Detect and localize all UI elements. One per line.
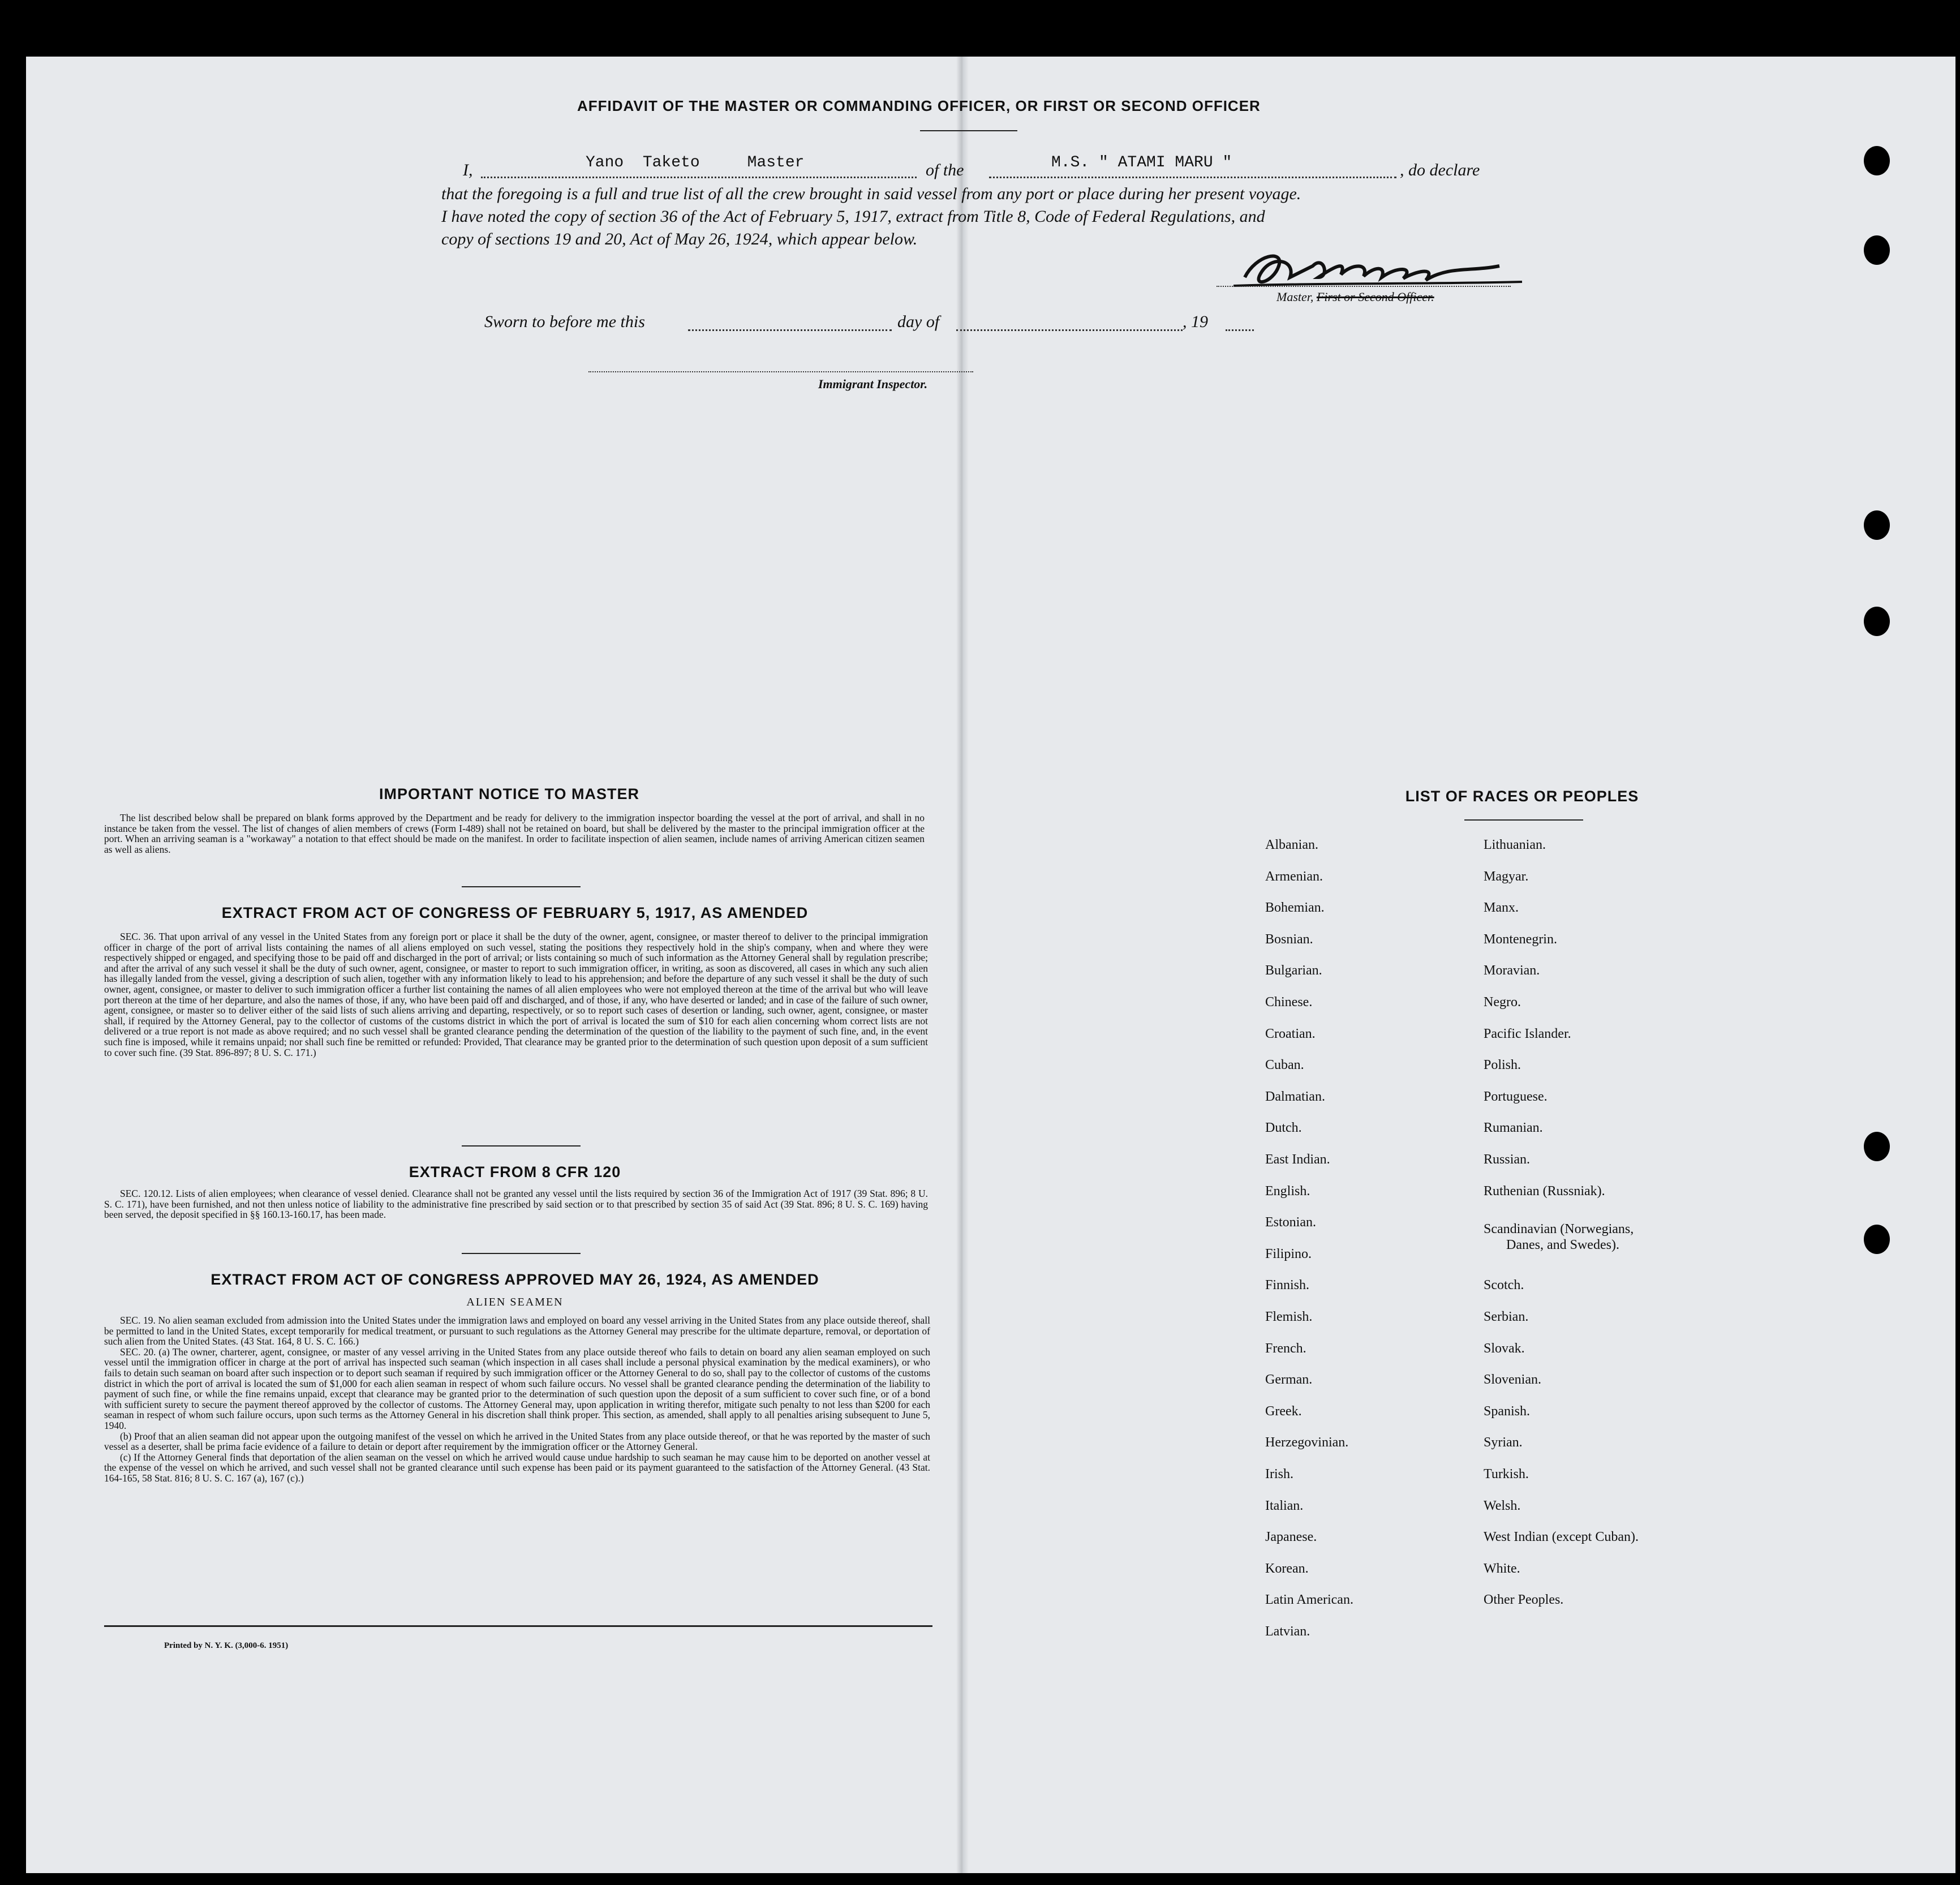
declaration-line-3: I have noted the copy of section 36 of the Act of February 5, 1917, extract from Title 8, Code of Federal Regulations, and: [441, 207, 1265, 226]
master-name-field: Yano Taketo Master: [586, 154, 805, 171]
race-item: Italian.: [1265, 1498, 1304, 1513]
race-item: Rumanian.: [1484, 1120, 1543, 1136]
sec-20c: (c) If the Attorney General finds that deportation of the alien seaman on the vessel on which he arrived would cause undue hardship to such seaman he may cause him to be deported on another vessel at the expense of the vessel on which he arrived, and such vessel shall not be granted clearance until such expense has been paid or its payment guaranteed to the satisfaction of the Attorney General. (43 Stat. 164-165, 58 Stat. 816; 8 U. S. C. 167 (a), 167 (c).): [104, 1451, 930, 1484]
do-declare-label: , do declare: [1400, 161, 1480, 179]
extract-1917-title: EXTRACT FROM ACT OF CONGRESS OF FEBRUARY 5, 1917, AS AMENDED: [221, 904, 809, 921]
extract-cfr-title: EXTRACT FROM 8 CFR 120: [409, 1163, 621, 1180]
race-item: Serbian.: [1484, 1309, 1529, 1324]
alien-seamen-subtitle: ALIEN SEAMEN: [466, 1296, 564, 1308]
race-item: Magyar.: [1484, 869, 1529, 884]
race-item: Flemish.: [1265, 1309, 1313, 1324]
extract-1917-text: SEC. 36. That upon arrival of any vessel in the United States from any foreign port or place it shall be the duty of the owner, agent, consignee, or master thereof to deliver to the principal immigration officer in charge of the port of arrival lists containing the names of all aliens employed on such vessel, stating the positions they respectively hold in the ship's company, when and where they were respectively shipped or engaged, and specifying those to be paid off and discharged in the port of arrival; or lists containing so much of such information as the Attorney General shall by regulation prescribe; and after the arrival of any such vessel it shall be the duty of such owner, agent, consignee, or master to report to such immigration officer, in writing, as soon as discovered, all cases in which any such alien has illegally landed from the vessel, giving a description of such alien, together with any information likely to lead to his apprehension; and before the departure of any such vessel it shall be the duty of such owner, agent, consignee, or master to deliver to such immigration officer a further list containing the names of all alien employees who were not employed thereon at the time of the arrival but who will leave port thereon at the time of her departure, and also the names of those, if any, who have been paid off and discharged, and of those, if any, who have deserted or landed; and in case of the failure of such owner, agent, consignee, or master so to deliver either of the said lists of such aliens arriving and departing, respectively, or so to report such cases of desertion or landing, such owner, agent, consignee, or master shall, if required by the Attorney General, pay to the collector of customs of the customs district in which the port of arrival is located the sum of $10 for each alien concerning whom correct lists are not delivered or a true report is not made as above required; and no such vessel shall be granted clearance pending the determination of the question of the liability to the payment of such fine, and, in the event such fine is imposed, while it remains unpaid; nor shall such fine be remitted or refunded: Provided, That clearance may be granted prior to the determination of such question upon deposit of a sum sufficient to cover such fine. (39 Stat. 896-897; 8 U. S. C. 171.): [104, 931, 928, 1058]
race-item: Negro.: [1484, 995, 1521, 1010]
sec-19: SEC. 19. No alien seaman excluded from admission into the United States under the immigration laws and employed on board any vessel arriving in the United States from any place outside thereof, shall be permitted to land in the United States, except temporarily for medical treatment, or pursuant to such regulations as the Attorney General may prescribe for the ultimate departure, removal, or deportation of such alien from the United States. (43 Stat. 164, 8 U. S. C. 166.): [104, 1315, 930, 1347]
race-item: Bosnian.: [1265, 931, 1313, 947]
signature-line: [1217, 286, 1511, 287]
race-item: Manx.: [1484, 900, 1519, 916]
divider-1: [462, 886, 581, 887]
race-item: Danes, and Swedes).: [1506, 1238, 1619, 1253]
race-item: Other Peoples.: [1484, 1592, 1564, 1608]
race-item: Syrian.: [1484, 1435, 1523, 1450]
race-item: Filipino.: [1265, 1246, 1312, 1261]
race-item: Cuban.: [1265, 1058, 1304, 1073]
race-item: Herzegovinian.: [1265, 1435, 1349, 1450]
race-item: Welsh.: [1484, 1498, 1521, 1513]
race-item: Dutch.: [1265, 1120, 1302, 1136]
notice-text: The list described below shall be prepared on blank forms approved by the Department and be ready for delivery to the immigration inspector boarding the vessel at the port of arrival, and shall in no instance be taken from the vessel. The list of changes of alien members of crews (Form I-489) shall not be retained on board, but shall be delivered by the master to the principal immigration officer at the port. When an arriving seaman is a "workaway" a notation to that effect should be made on the manifest. In order to facilitate inspection of alien seamen, include names of arriving American citizen seamen as well as aliens.: [104, 812, 925, 855]
extract-cfr-text: SEC. 120.12. Lists of alien employees; when clearance of vessel denied. Clearance shall not be granted any vessel until the lists required by section 36 of the Immigration Act of 1917 (39 Stat. 896; 8 U. S. C. 171), have been furnished, and not then unless notice of liability to the administrative fine prescribed by said section or to that prescribed by section 35 of said Act (39 Stat. 896; 8 U. S. C. 169) having been served, the deposit specified in §§ 160.13-160.17, has been made.: [104, 1188, 928, 1221]
race-item: Korean.: [1265, 1561, 1309, 1576]
race-item: East Indian.: [1265, 1152, 1330, 1167]
struck-officer-label: First or Second Officer.: [1316, 290, 1434, 304]
inspector-signature-line: [588, 371, 973, 372]
year-label: , 19: [1183, 312, 1208, 331]
race-item: Chinese.: [1265, 995, 1313, 1010]
signer-title: [1276, 290, 1434, 304]
affidavit-title: AFFIDAVIT OF THE MASTER OR COMMANDING OFFICER, OR FIRST OR SECOND OFFICER: [577, 97, 1261, 114]
notice-title: IMPORTANT NOTICE TO MASTER: [379, 785, 639, 802]
sworn-month-line: [956, 329, 1183, 331]
vessel-name-field: M.S. " ATAMI MARU ": [1051, 154, 1232, 171]
race-item: Greek.: [1265, 1403, 1302, 1419]
race-item: German.: [1265, 1372, 1313, 1388]
divider-2: [462, 1145, 581, 1147]
binder-hole-3: [1864, 510, 1890, 540]
race-item: Portuguese.: [1484, 1089, 1548, 1104]
race-item: Spanish.: [1484, 1403, 1531, 1419]
extract-1924-title: EXTRACT FROM ACT OF CONGRESS APPROVED MAY 26, 1924, AS AMENDED: [210, 1271, 819, 1288]
sec-20a: SEC. 20. (a) The owner, charterer, agent, consignee, or master of any vessel arriving in the United States from any place outside thereof who fails to detain on board any alien seaman employed on such vessel until the immigration officer in charge at the port of arrival has inspected such seaman (which inspection in all cases shall include a personal physical examination by the medical examiners), or who fails to detain such seaman on board after such inspection or to deport such seaman if required by such immigration officer or the Attorney General to do so, shall pay to the collector of customs of the customs district in which the port of arrival is located the sum of $1,000 for each alien seaman in respect of whom such failure occurs. No vessel shall be granted clearance pending the determination of the liability to payment of such fine, or while the fine remains unpaid, except that clearance may be granted prior to the determination of such question upon the deposit of a sum sufficient to cover such fine, or of a bond with sufficient surety to secure the payment thereof approved by the collector of customs. The Attorney General may, upon application in writing therefor, mitigate such penalty to not less than $200 for each seaman in respect of whom such failure occurs, upon such terms as the Attorney General in his discretion shall think proper. This section, as amended, shall apply to all penalties arising subsequent to June 5, 1940.: [104, 1346, 930, 1431]
race-item: White.: [1484, 1561, 1520, 1576]
race-item: Estonian.: [1265, 1215, 1316, 1230]
race-item: Croatian.: [1265, 1026, 1316, 1041]
inspector-label: Immigrant Inspector.: [818, 377, 928, 391]
divider-3: [462, 1253, 581, 1254]
race-item: Dalmatian.: [1265, 1089, 1325, 1104]
race-item: Pacific Islander.: [1484, 1026, 1571, 1041]
printer-note: Printed by N. Y. K. (3,000-6. 1951): [164, 1641, 289, 1650]
race-item: Latvian.: [1265, 1624, 1310, 1639]
binder-hole-4: [1864, 607, 1890, 636]
footer-rule: [104, 1625, 932, 1627]
race-item: Scotch.: [1484, 1278, 1524, 1293]
sworn-day-line: [688, 329, 892, 331]
binder-hole-1: [1864, 146, 1890, 175]
race-item: West Indian (except Cuban).: [1484, 1530, 1639, 1545]
name-field-line: [481, 177, 917, 178]
race-item: Bulgarian.: [1265, 963, 1322, 978]
vessel-field-line: [989, 177, 1396, 178]
declaration-line-2: that the foregoing is a full and true list of all the crew brought in said vessel from any port or place during her present voyage.: [441, 184, 1301, 203]
year-line: [1226, 329, 1254, 331]
i-label: I,: [463, 161, 473, 179]
extract-1924-text: [104, 1315, 930, 1484]
race-item: Japanese.: [1265, 1530, 1317, 1545]
sworn-label: Sworn to before me this: [484, 312, 645, 331]
day-of-label: day of: [897, 312, 940, 331]
race-item: Polish.: [1484, 1058, 1521, 1073]
race-item: French.: [1265, 1341, 1306, 1356]
binder-hole-2: [1864, 235, 1890, 265]
race-item: Bohemian.: [1265, 900, 1325, 916]
title-underline: [920, 130, 1017, 131]
race-item: Scandinavian (Norwegians,: [1484, 1222, 1634, 1237]
binder-hole-5: [1864, 1132, 1890, 1161]
sec-20b: (b) Proof that an alien seaman did not appear upon the outgoing manifest of the vessel on which he arrived in the United States from any place outside thereof, or that he was reported by the master of such vessel as a deserter, shall be prima facie evidence of a failure to detain or deport after requirement by the immigration officer or the Attorney General.: [104, 1430, 930, 1453]
binder-hole-6: [1864, 1225, 1890, 1254]
race-item: Finnish.: [1265, 1278, 1310, 1293]
race-item: Lithuanian.: [1484, 838, 1546, 852]
race-item: Irish.: [1265, 1467, 1293, 1482]
race-item: Albanian.: [1265, 838, 1318, 852]
race-item: Slovak.: [1484, 1341, 1525, 1356]
master-label: Master,: [1276, 290, 1314, 304]
race-item: English.: [1265, 1183, 1310, 1199]
race-item: Latin American.: [1265, 1592, 1353, 1608]
race-item: Slovenian.: [1484, 1372, 1541, 1388]
race-item: Russian.: [1484, 1152, 1531, 1167]
declaration-line-4: copy of sections 19 and 20, Act of May 26, 1924, which appear below.: [441, 230, 918, 248]
race-item: Turkish.: [1484, 1467, 1529, 1482]
of-the-label: of the: [926, 161, 964, 179]
races-underline: [1464, 819, 1583, 821]
race-item: Moravian.: [1484, 963, 1540, 978]
race-item: Armenian.: [1265, 869, 1323, 884]
race-item: Ruthenian (Russniak).: [1484, 1183, 1605, 1199]
races-title: LIST OF RACES OR PEOPLES: [1405, 788, 1639, 805]
race-item: Montenegrin.: [1484, 931, 1557, 947]
